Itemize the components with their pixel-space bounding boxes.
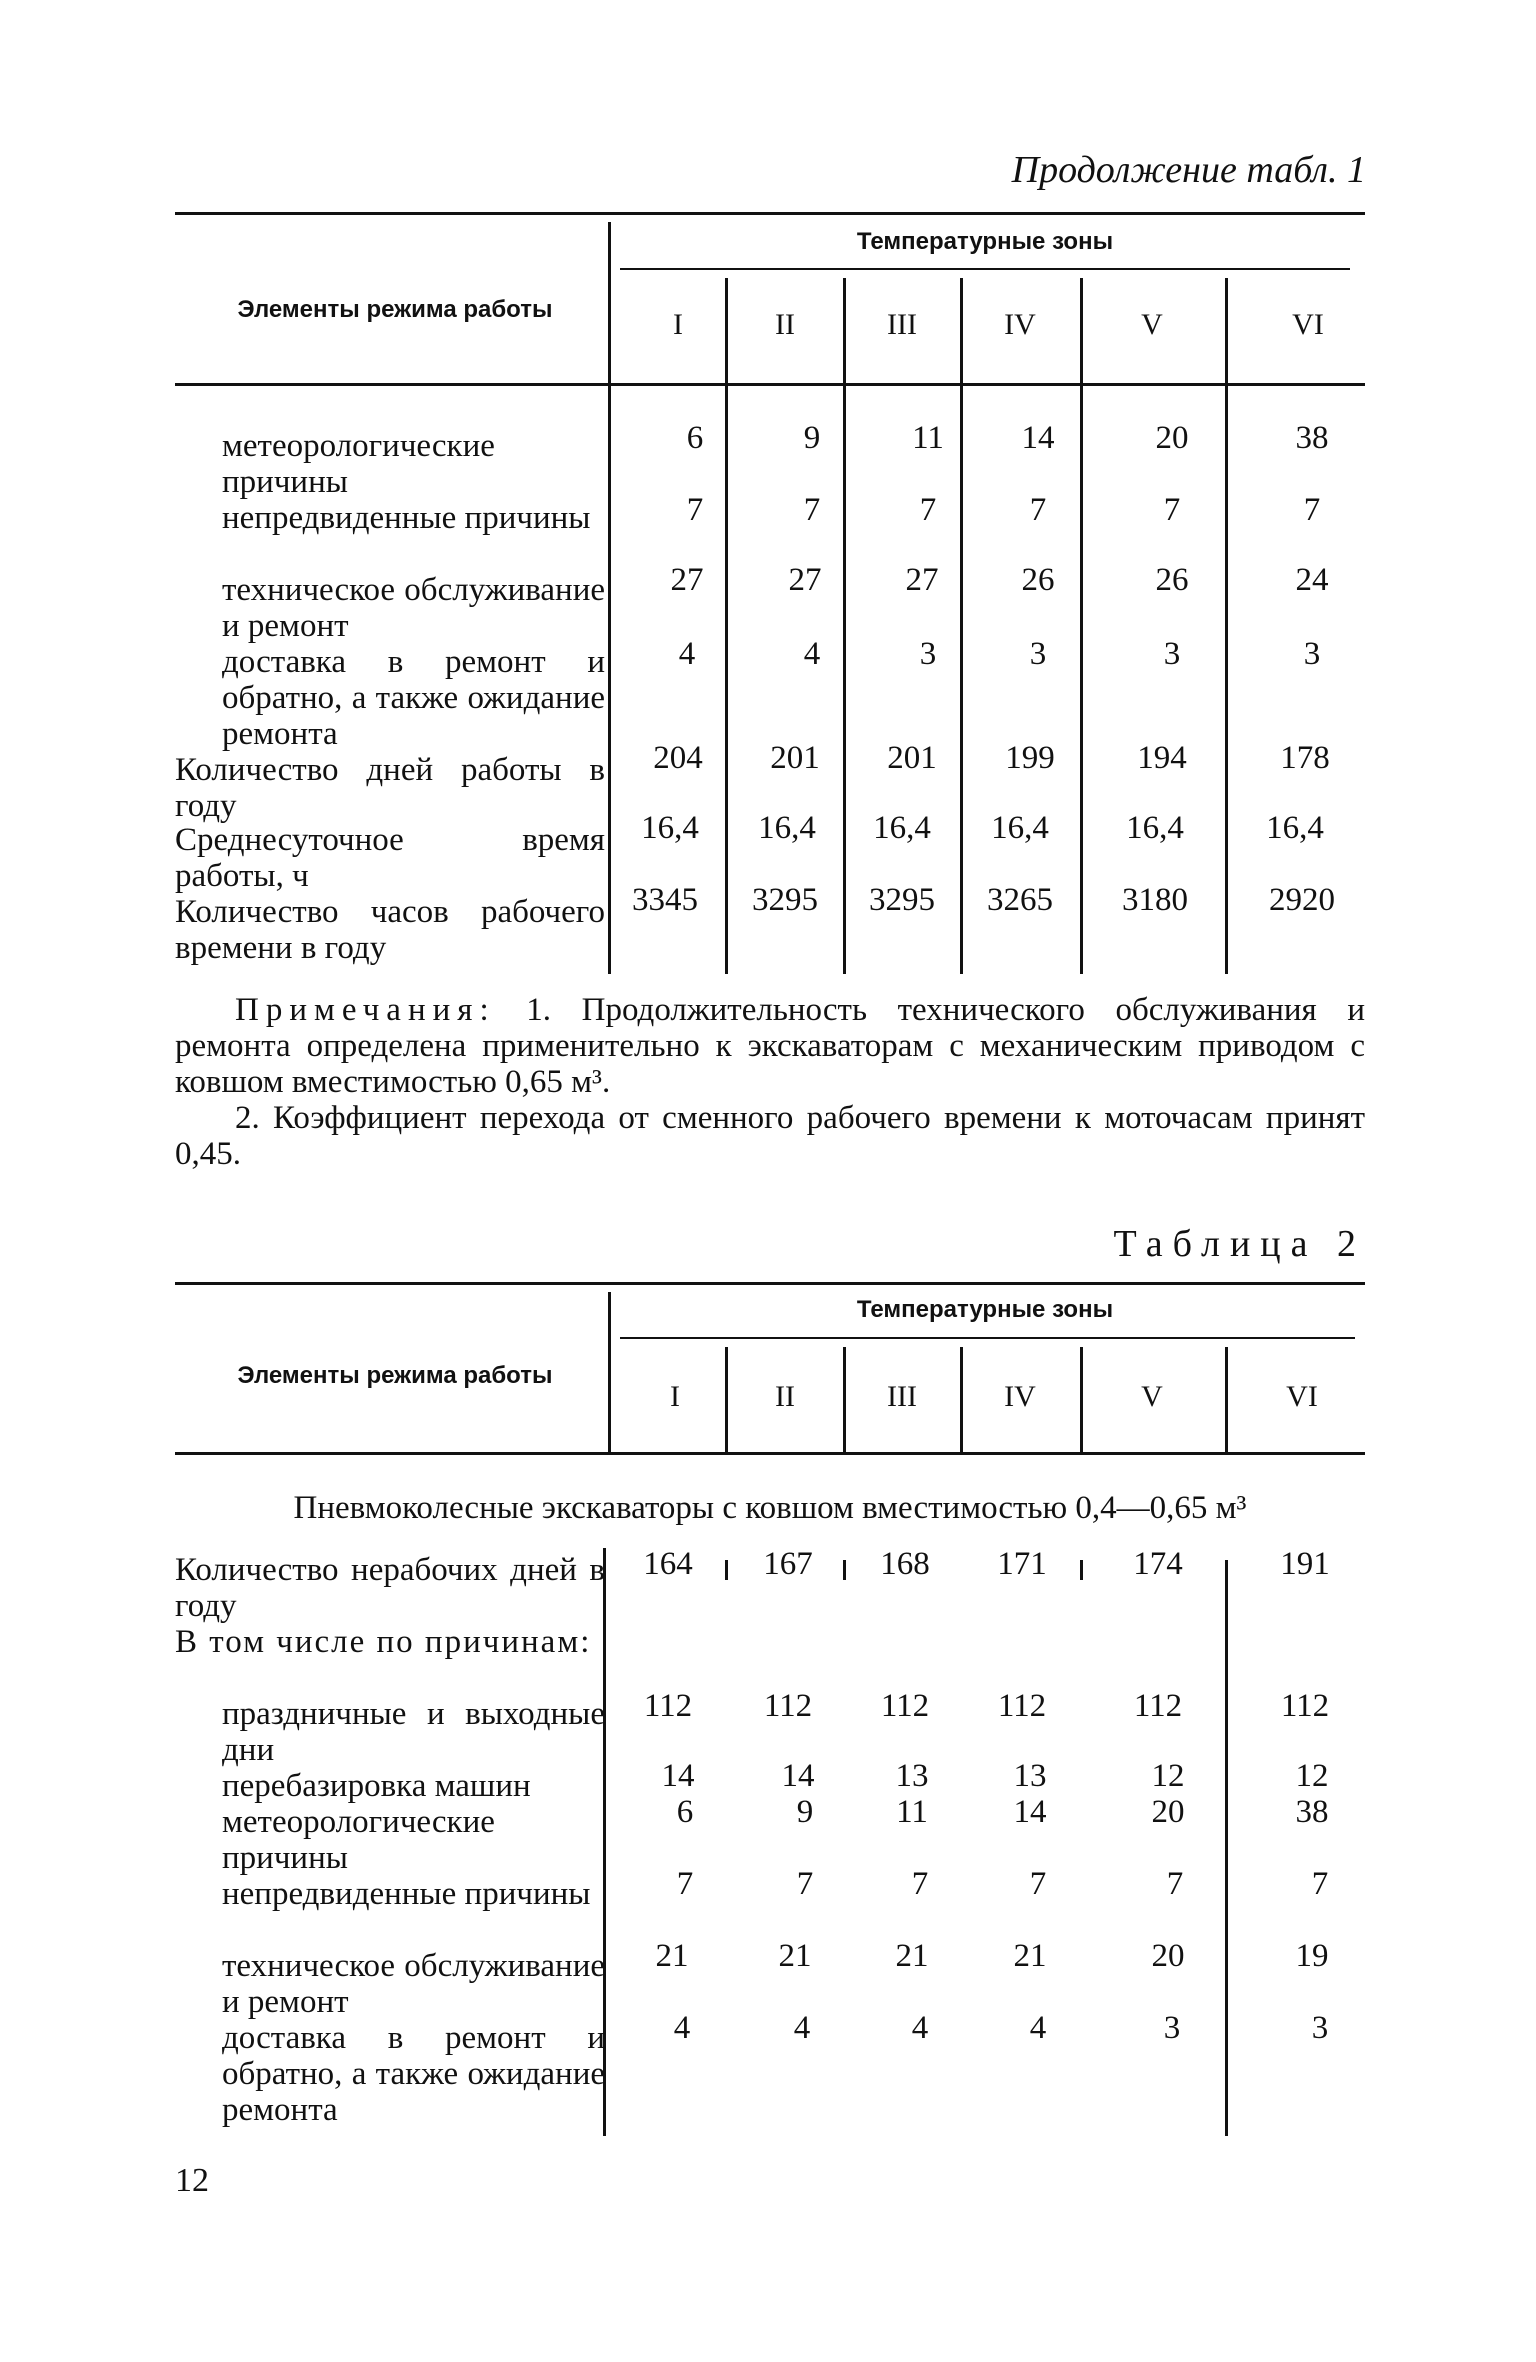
table2-cell: 167: [763, 1546, 813, 1582]
table2-section-title: Пневмоколесные экскаваторы с ковшом вместимостью 0,4—0,65 м³: [293, 1490, 1247, 1526]
table1-cell: 38: [1295, 420, 1329, 456]
table1-cell: 3: [1029, 636, 1047, 672]
table1-cell: 7: [919, 492, 937, 528]
table1-zone-header: I: [673, 308, 683, 341]
table1-cell: 3295: [752, 882, 818, 918]
table2-row-label: техническое обслуживание и ремонт: [222, 1948, 605, 2020]
table2-top-rule: [175, 1282, 1365, 1285]
table2-cell: 3: [1311, 2010, 1329, 2046]
table2-body-col-sep: [843, 1560, 846, 1580]
table1-cell: 26: [1155, 562, 1189, 598]
table1-top-rule: [175, 212, 1365, 215]
table1-cell: 178: [1280, 740, 1330, 776]
table1-row-label: Среднесуточное время работы, ч: [175, 822, 605, 894]
table2-cell: 171: [997, 1546, 1047, 1582]
notes-heading: Примечания:: [235, 992, 496, 1028]
table1-header-group: Температурные зоны: [856, 228, 1114, 255]
table1-cell: 27: [788, 562, 822, 598]
table2-cell: 11: [896, 1794, 928, 1830]
table1-cell: 27: [905, 562, 939, 598]
table1-cell: 16,4: [758, 810, 816, 846]
table2-row-label: метеорологические причины: [222, 1804, 495, 1876]
table1-zone-header: III: [887, 308, 917, 341]
table1-cell: 3180: [1122, 882, 1188, 918]
table2-cell: 14: [1013, 1794, 1047, 1830]
table1-row-label: непредвиденные причины: [222, 500, 591, 536]
table2-cell: 14: [661, 1758, 695, 1794]
table2-cell: 4: [911, 2010, 929, 2046]
table2-cell: 21: [778, 1938, 812, 1974]
table2-cell: 14: [781, 1758, 815, 1794]
table2-row-label: перебазировка машин: [222, 1768, 531, 1804]
table1-zone-header: VI: [1292, 308, 1324, 341]
table1-cell: 9: [803, 420, 821, 456]
table1-cell: 201: [887, 740, 937, 776]
table2-body-col-sep: [1080, 1560, 1083, 1580]
table2-cell: 9: [796, 1794, 814, 1830]
table1-col-sep: [960, 278, 963, 974]
table2-row-label: праздничные и выходные дни: [222, 1696, 605, 1768]
table1-zone-header: V: [1141, 308, 1163, 341]
table1-cell: 16,4: [1266, 810, 1324, 846]
table2-col-sep: [608, 1292, 611, 1452]
table2-cell: 7: [1166, 1866, 1184, 1902]
table1-cell: 7: [1029, 492, 1047, 528]
table2-cell: 7: [911, 1866, 929, 1902]
table2-cell: 174: [1133, 1546, 1183, 1582]
table2-group-rule: [620, 1337, 1355, 1339]
table2-zone-header: I: [670, 1380, 680, 1413]
note-1: 1. Продолжительность технического обслуживания и ремонта определена применительно к экскаваторам с механическим приводом с ковшом вместимостью 0,65 м³.: [175, 992, 1365, 1100]
table2-cell: 13: [1013, 1758, 1047, 1794]
page-number: 12: [175, 2162, 209, 2199]
table2-cell: 38: [1295, 1794, 1329, 1830]
table2-cell: 21: [655, 1938, 689, 1974]
table2-cell: 3: [1163, 2010, 1181, 2046]
table2-cell: 112: [643, 1688, 693, 1724]
table1-cell: 204: [653, 740, 703, 776]
table1-col-sep: [608, 222, 611, 974]
table2-cell: 21: [895, 1938, 929, 1974]
table1-cell: 7: [803, 492, 821, 528]
table1-cell: 7: [686, 492, 704, 528]
table2-cell: 4: [1029, 2010, 1047, 2046]
table2-cell: 7: [676, 1866, 694, 1902]
table2-cell: 112: [1280, 1688, 1330, 1724]
table2-cell: 164: [643, 1546, 693, 1582]
table1-cell: 3295: [869, 882, 935, 918]
table2-zone-header: IV: [1004, 1380, 1036, 1413]
table2-cell: 191: [1280, 1546, 1330, 1582]
table1-header-bottom-rule: [175, 383, 1365, 386]
table2-row-label: непредвиденные причины: [222, 1876, 591, 1912]
table1-row-label: метеорологические причины: [222, 428, 495, 500]
table1-cell: 2920: [1269, 882, 1335, 918]
table2-zone-header: III: [887, 1380, 917, 1413]
table1-cell: 7: [1163, 492, 1181, 528]
table1-cell: 6: [686, 420, 704, 456]
table1-zone-header: IV: [1004, 308, 1036, 341]
continuation-caption: Продолжение табл. 1: [1011, 149, 1366, 191]
table1-row-label: доставка в ремонт и обратно, а также ожидание ремонта: [222, 644, 605, 752]
table2-cell: 13: [895, 1758, 929, 1794]
table2-cell: 168: [880, 1546, 930, 1582]
table1-cell: 3: [1163, 636, 1181, 672]
table1-cell: 7: [1303, 492, 1321, 528]
table2-header-bottom-rule: [175, 1452, 1365, 1455]
table2-cell: 20: [1151, 1938, 1185, 1974]
table1-cell: 20: [1155, 420, 1189, 456]
table2-col-sep: [960, 1347, 963, 1452]
table1-row-label: Количество дней работы в году: [175, 752, 605, 824]
table2-col-sep: [843, 1347, 846, 1452]
table1-cell: 14: [1021, 420, 1055, 456]
note-2: 2. Коэффициент перехода от сменного рабочего времени к моточасам принят 0,45.: [175, 1100, 1365, 1172]
table1-cell: 3: [919, 636, 937, 672]
table1-cell: 16,4: [873, 810, 931, 846]
table2-col-sep: [1080, 1347, 1083, 1452]
table2-cell: 112: [763, 1688, 813, 1724]
table2-col-sep: [1225, 1347, 1228, 1452]
table2-header-group: Температурные зоны: [856, 1296, 1114, 1323]
table2-col-sep: [725, 1347, 728, 1452]
table1-col-sep: [725, 278, 728, 974]
table2-zone-header: V: [1141, 1380, 1163, 1413]
table2-cell: 112: [997, 1688, 1047, 1724]
table1-cell: 3: [1303, 636, 1321, 672]
table1-cell: 4: [803, 636, 821, 672]
table1-group-rule: [620, 268, 1350, 270]
table1-col-sep: [1225, 278, 1228, 974]
table1-header-left: Элементы режима работы: [237, 296, 553, 323]
table1-cell: 11: [912, 420, 944, 456]
table2-cell: 6: [676, 1794, 694, 1830]
table2-cell: 12: [1151, 1758, 1185, 1794]
table2-row-label: В том числе по причинам:: [175, 1624, 592, 1660]
table2-cell: 7: [1029, 1866, 1047, 1902]
table1-cell: 3265: [987, 882, 1053, 918]
table1-cell: 201: [770, 740, 820, 776]
table1-cell: 199: [1005, 740, 1055, 776]
notes-block: [175, 992, 1365, 1172]
table1-col-sep: [1080, 278, 1083, 974]
table2-cell: 112: [880, 1688, 930, 1724]
table2-cell: 12: [1295, 1758, 1329, 1794]
table2-cell: 7: [1311, 1866, 1329, 1902]
table1-cell: 4: [678, 636, 696, 672]
table1-col-sep: [843, 278, 846, 974]
table2-cell: 112: [1133, 1688, 1183, 1724]
table1-cell: 27: [670, 562, 704, 598]
table2-zone-header: VI: [1286, 1380, 1318, 1413]
table2-zone-header: II: [775, 1380, 795, 1413]
table1-cell: 16,4: [1126, 810, 1184, 846]
table1-cell: 16,4: [641, 810, 699, 846]
table1-row-label: техническое обслуживание и ремонт: [222, 572, 605, 644]
table2-cell: 20: [1151, 1794, 1185, 1830]
table2-row-label: доставка в ремонт и обратно, а также ожидание ремонта: [222, 2020, 605, 2128]
table2-cell: 4: [673, 2010, 691, 2046]
table2-cell: 7: [796, 1866, 814, 1902]
table1-zone-header: II: [775, 308, 795, 341]
table1-row-label: Количество часов рабочего времени в году: [175, 894, 605, 966]
table2-cell: 21: [1013, 1938, 1047, 1974]
table1-cell: 24: [1295, 562, 1329, 598]
table2-cell: 4: [793, 2010, 811, 2046]
table1-cell: 26: [1021, 562, 1055, 598]
table1-cell: 16,4: [991, 810, 1049, 846]
table2-body-col-sep: [725, 1560, 728, 1580]
table1-cell: 3345: [632, 882, 698, 918]
table2-caption: Таблица 2: [1113, 1223, 1366, 1265]
table2-cell: 19: [1295, 1938, 1329, 1974]
table1-cell: 194: [1137, 740, 1187, 776]
table2-body-col-sep: [1225, 1560, 1228, 2136]
table2-row-label: Количество нерабочих дней в году: [175, 1552, 605, 1624]
table2-header-left: Элементы режима работы: [237, 1362, 553, 1389]
